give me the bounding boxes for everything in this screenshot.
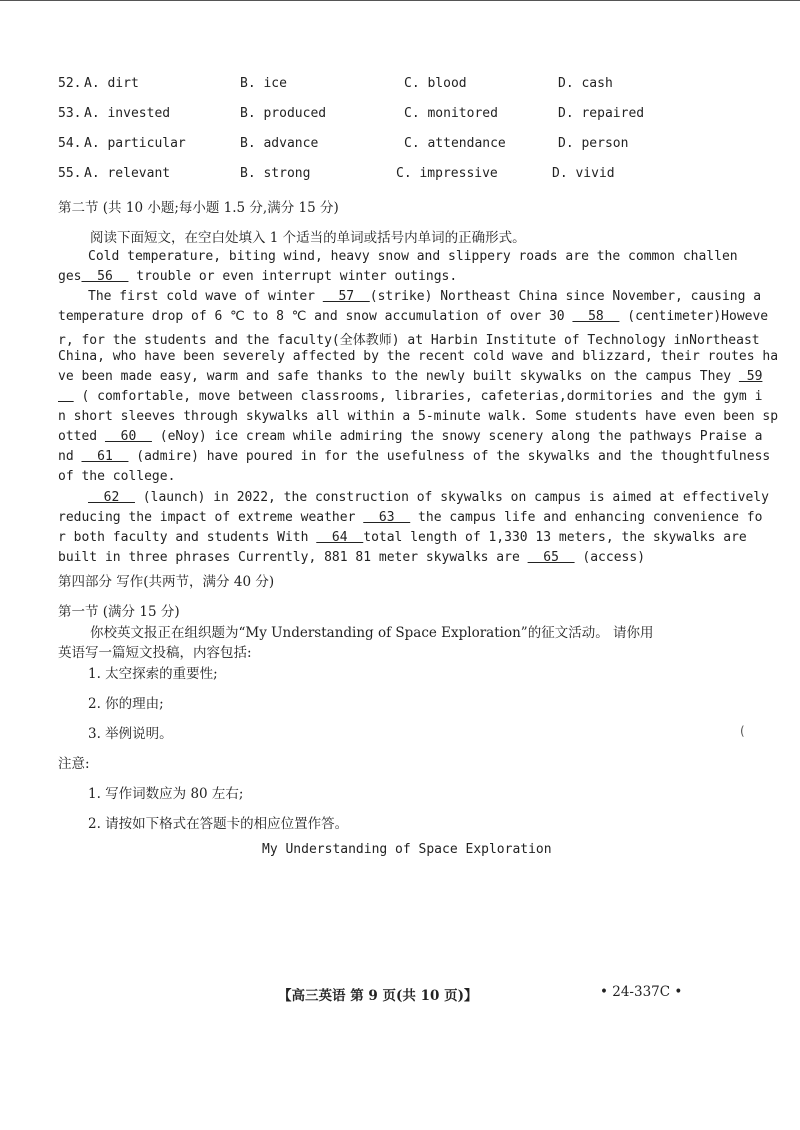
option-d: D. repaired	[558, 106, 645, 121]
option-c: C. blood	[404, 76, 467, 91]
blank-58: 58	[572, 309, 620, 324]
passage-line: of the college.	[58, 469, 176, 484]
option-a: A. invested	[84, 106, 171, 121]
paper-code: • 24-337C •	[600, 984, 683, 1000]
option-d: D. person	[558, 136, 629, 151]
content-item: 3. 举例说明。	[88, 726, 173, 742]
passage-line: nd 61 (admire) have poured in for the usefulness of the skywalks and the thoughtfulness	[58, 449, 771, 464]
option-b: B. advance	[240, 136, 319, 151]
page-footer-label: 【高三英语 第 9 页(共 10 页)】	[278, 988, 478, 1004]
notes-label: 注意:	[58, 756, 90, 772]
blank-57: 57	[322, 289, 370, 304]
blank-62: 62	[88, 490, 135, 505]
option-b: B. strong	[240, 166, 311, 181]
question-number: 55.	[58, 166, 82, 181]
essay-title: My Understanding of Space Exploration	[262, 842, 552, 857]
question-number: 54.	[58, 136, 82, 151]
passage-line: China, who have been severely affected by the recent cold wave and blizzard, their routes ha	[58, 349, 779, 364]
option-b: B. ice	[240, 76, 287, 91]
blank-56: 56	[81, 269, 129, 284]
note-item: 1. 写作词数应为 80 左右;	[88, 786, 244, 802]
blank-61: 61	[81, 449, 129, 464]
content-item: 1. 太空探索的重要性;	[88, 666, 218, 682]
passage-line: 62 (launch) in 2022, the construction of skywalks on campus is aimed at effectively	[88, 490, 769, 505]
passage-line: reducing the impact of extreme weather 63 the campus life and enhancing convenience fo	[58, 510, 763, 525]
passage-line: ( comfortable, move between classrooms, libraries, cafeterias,dormitories and the gym i	[58, 389, 762, 404]
option-a: A. dirt	[84, 76, 139, 91]
blank-60: 60	[104, 429, 152, 444]
top-border	[0, 0, 800, 1]
option-c: C. monitored	[404, 106, 498, 121]
blank-59: 59	[738, 369, 763, 384]
passage-line: n short sleeves through skywalks all within a 5-minute walk. Some students have even been sp	[58, 409, 779, 424]
option-c: C. attendance	[404, 136, 506, 151]
edge-mark: (	[740, 724, 745, 738]
passage-line: otted 60 (eNoy) ice cream while admiring the snowy scenery along the pathways Praise a	[58, 429, 763, 444]
passage-line: built in three phrases Currently, 881 81 meter skywalks are 65 (access)	[58, 550, 646, 565]
passage-line: r both faculty and students With 64 total length of 1,330 13 meters, the skywalks are	[58, 530, 747, 545]
passage-line: The first cold wave of winter 57 (strike) Northeast China since November, causing a	[88, 289, 762, 304]
passage-line: Cold temperature, biting wind, heavy snow and slippery roads are the common challen	[88, 249, 738, 264]
blank-59-continued	[58, 389, 74, 404]
option-d: D. vivid	[552, 166, 615, 181]
writing-prompt: 你校英文报正在组织题为“My Understanding of Space Exploration”的征文活动。 请你用	[90, 625, 654, 641]
option-d: D. cash	[558, 76, 613, 91]
option-c: C. impressive	[396, 166, 498, 181]
blank-64: 64	[316, 530, 364, 545]
section-2-heading: 第二节 (共 10 小题;每小题 1.5 分,满分 15 分)	[58, 200, 339, 216]
passage-line: temperature drop of 6 ℃ to 8 ℃ and snow accumulation of over 30 58 (centimeter)Howeve	[58, 309, 769, 324]
section-2-instruction: 阅读下面短文，在空白处填入 1 个适当的单词或括号内单词的正确形式。	[90, 230, 526, 246]
part-4-heading: 第四部分 写作(共两节，满分 40 分)	[58, 574, 275, 590]
content-item: 2. 你的理由;	[88, 696, 164, 712]
blank-63: 63	[363, 510, 411, 525]
blank-65: 65	[527, 550, 575, 565]
option-b: B. produced	[240, 106, 327, 121]
question-number: 52.	[58, 76, 82, 91]
passage-line: ve been made easy, warm and safe thanks to the newly built skywalks on the campus They 59	[58, 369, 763, 384]
passage-line: r, for the students and the faculty(全体教师) at Harbin Institute of Technology inNortheast	[58, 333, 760, 348]
note-item: 2. 请按如下格式在答题卡的相应位置作答。	[88, 816, 349, 832]
passage-line: ges 56 trouble or even interrupt winter outings.	[58, 269, 458, 284]
writing-prompt: 英语写一篇短文投稿，内容包括:	[58, 645, 252, 661]
question-number: 53.	[58, 106, 82, 121]
writing-section-1-heading: 第一节 (满分 15 分)	[58, 604, 180, 620]
option-a: A. particular	[84, 136, 186, 151]
option-a: A. relevant	[84, 166, 171, 181]
